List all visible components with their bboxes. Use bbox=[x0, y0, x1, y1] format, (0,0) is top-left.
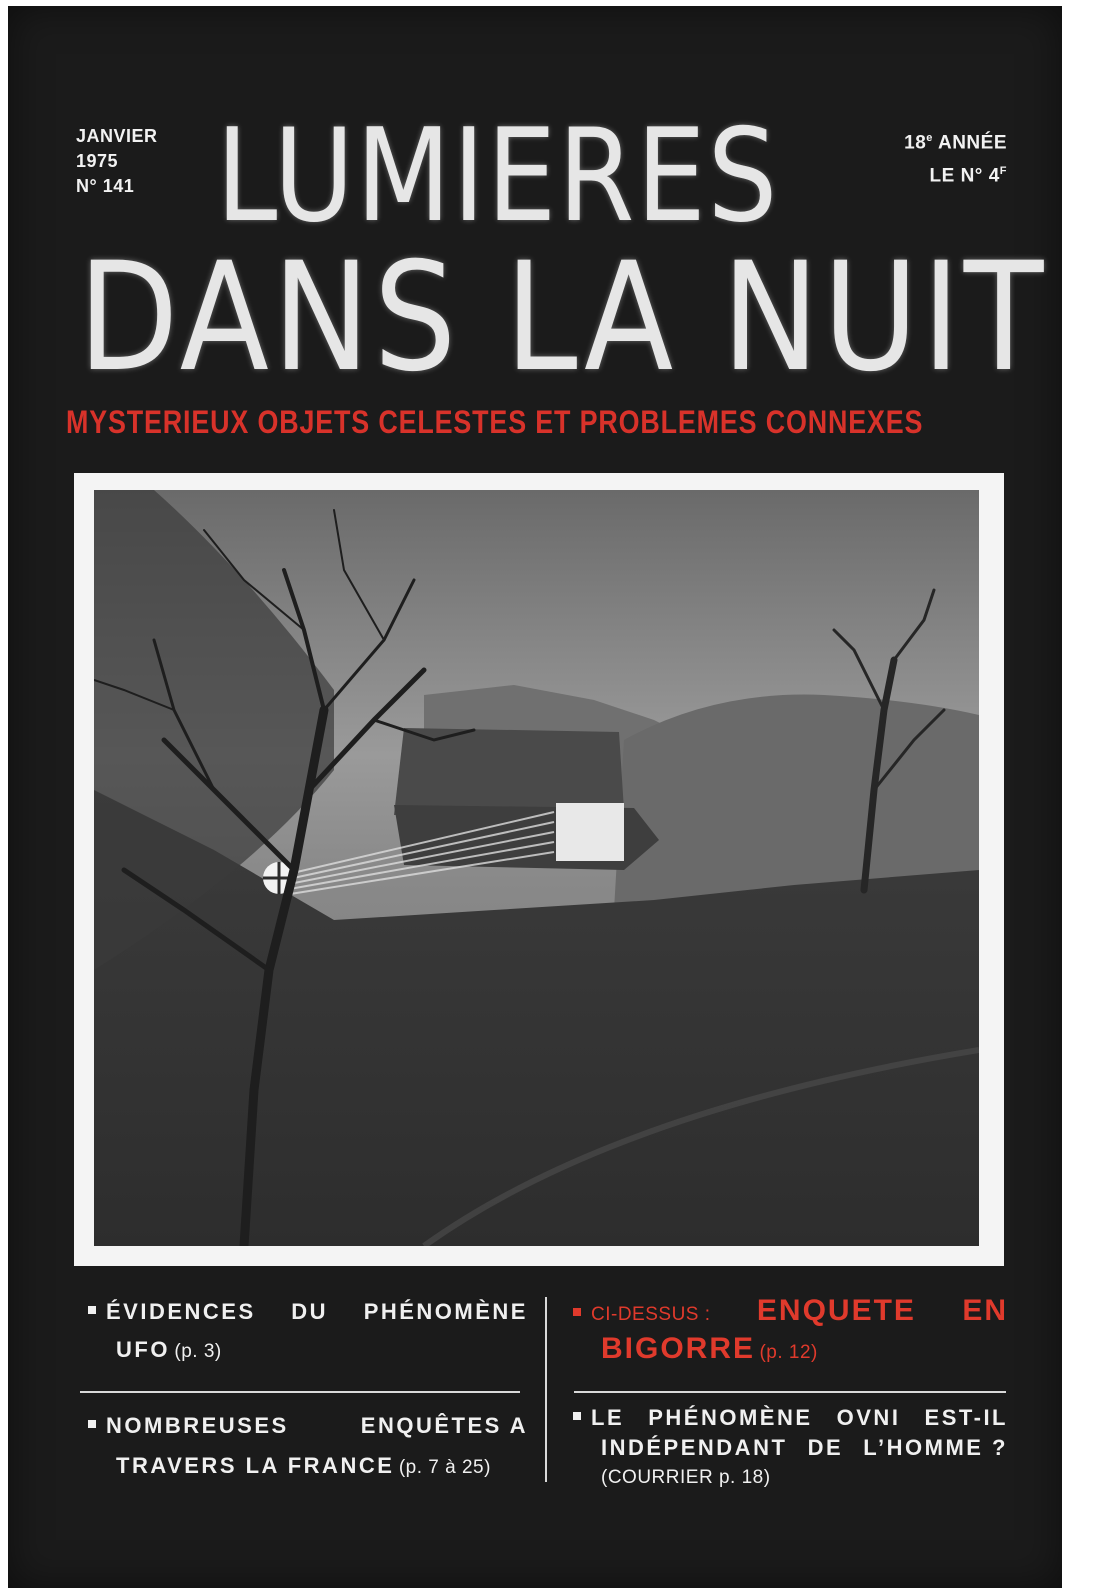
teaser-4-r1-a: LE bbox=[591, 1405, 625, 1430]
article-teaser-4 bbox=[573, 1403, 1008, 1493]
teaser-4-r2-c: L’HOMME ? bbox=[863, 1435, 1008, 1460]
article-teaser-3 bbox=[573, 1294, 1008, 1366]
teaser-1-word-1: ÉVIDENCES bbox=[106, 1299, 256, 1324]
price-value: 4 bbox=[988, 165, 1000, 187]
teaser-3-prefix-wrap bbox=[573, 1304, 711, 1326]
magazine-cover bbox=[8, 6, 1062, 1588]
rule-right bbox=[574, 1391, 1006, 1393]
teaser-2-page: (p. 7 à 25) bbox=[398, 1457, 491, 1478]
teaser-3-prefix: CI-DESSUS : bbox=[591, 1304, 711, 1325]
subtitle: MYSTERIEUX OBJETS CELESTES ET PROBLEMES CONNEXES bbox=[66, 404, 924, 440]
photo-frame bbox=[74, 473, 1004, 1266]
title-line-2: DANS LA NUIT bbox=[78, 231, 1047, 405]
teaser-3-word-1: ENQUETE bbox=[756, 1294, 916, 1327]
price-label: LE N° bbox=[929, 165, 983, 187]
teaser-4-r1-b: PHÉNOMÈNE bbox=[648, 1405, 813, 1430]
volume-number: 18 bbox=[904, 132, 927, 154]
cover-photo bbox=[94, 490, 979, 1246]
teaser-1-first bbox=[88, 1299, 256, 1325]
teaser-2-first bbox=[88, 1413, 289, 1439]
teaser-4-first bbox=[573, 1403, 624, 1433]
bullet-icon bbox=[88, 1306, 96, 1314]
teaser-3-word-2: EN bbox=[962, 1294, 1008, 1327]
teaser-2-word-3: TRAVERS LA FRANCE bbox=[116, 1453, 395, 1478]
article-teaser-2 bbox=[88, 1413, 528, 1479]
price bbox=[904, 157, 1007, 190]
teaser-2-word-1: NOMBREUSES bbox=[106, 1413, 289, 1438]
volume-price-info bbox=[904, 124, 1007, 191]
column-divider bbox=[545, 1297, 547, 1482]
issue-number: N° 141 bbox=[76, 176, 135, 196]
barn-lit-window bbox=[556, 803, 624, 861]
price-unit: F bbox=[999, 165, 1007, 178]
teaser-2-word-2: ENQUÊTES A bbox=[360, 1413, 528, 1438]
landscape-photo bbox=[94, 490, 979, 1246]
teaser-4-r1-c: OVNI bbox=[836, 1405, 901, 1430]
teaser-4-r1-d: EST-IL bbox=[924, 1405, 1008, 1430]
teaser-4-r2-a: INDÉPENDANT bbox=[601, 1435, 788, 1460]
teaser-4-courrier: (COURRIER p. 18) bbox=[601, 1467, 771, 1488]
title-line-1: LUMIERES bbox=[216, 102, 780, 251]
issue-info bbox=[76, 124, 158, 199]
volume-ordinal: e bbox=[926, 132, 933, 144]
teaser-1-word-3: PHÉNOMÈNE bbox=[363, 1299, 528, 1324]
volume-word: ANNÉE bbox=[937, 132, 1007, 154]
volume-year bbox=[904, 124, 1007, 157]
bullet-icon bbox=[573, 1308, 581, 1316]
barn-roof bbox=[394, 728, 624, 815]
teaser-1-word-2: DU bbox=[291, 1299, 329, 1324]
teaser-1-word-4: UFO bbox=[116, 1337, 170, 1362]
teaser-4-r2-b: DE bbox=[807, 1435, 844, 1460]
issue-month: JANVIER bbox=[76, 126, 158, 146]
bullet-icon bbox=[88, 1420, 96, 1428]
bullet-icon bbox=[573, 1412, 581, 1420]
rule-left bbox=[80, 1391, 520, 1393]
issue-year: 1975 bbox=[76, 151, 119, 171]
teaser-3-word-3: BIGORRE bbox=[601, 1332, 756, 1365]
article-teaser-1 bbox=[88, 1299, 528, 1363]
teaser-1-page: (p. 3) bbox=[174, 1341, 222, 1362]
teaser-3-page: (p. 12) bbox=[759, 1342, 818, 1363]
